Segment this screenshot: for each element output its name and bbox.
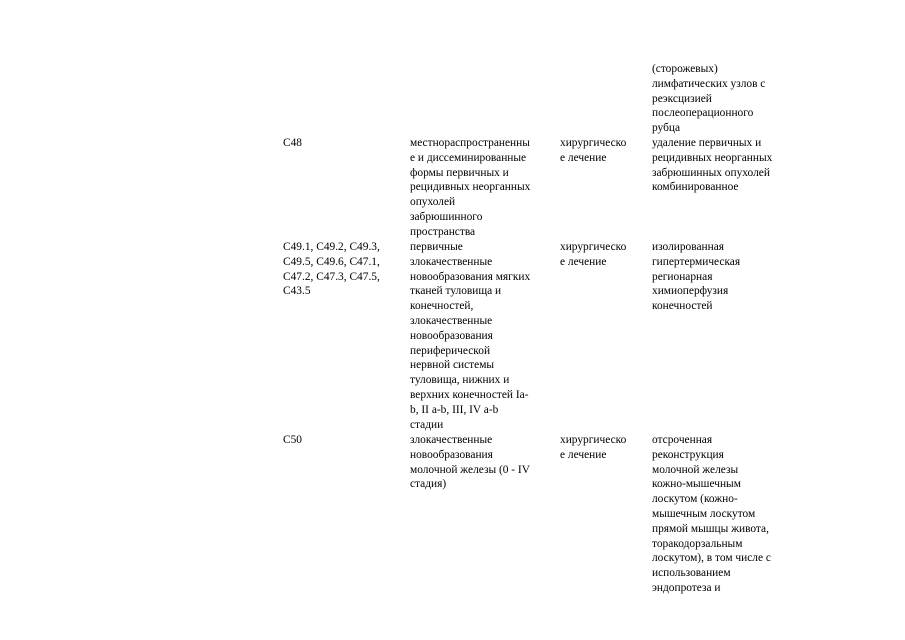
- icd-codes: C48: [283, 137, 302, 149]
- patient-model: первичные злокачественные новообразования мягких тканей туловища и конечностей, злокачественные новообразования периферической нервной системы туловища, нижних и верхних конечностей Ia- b, II a-b, III, IV a-b стадии: [410, 241, 531, 431]
- treatment-type: хирургическо е лечение: [560, 241, 627, 268]
- icd-codes: C50: [283, 434, 302, 446]
- treatment-method: отсроченная реконструкция молочной железы кожно-мышечным лоскутом (кожно- мышечным лоскутом прямой мышцы живота, торакодорзальным лоскутом), в том числе с использованием эндопротеза и: [652, 434, 771, 594]
- treatment-method: изолированная гипертермическая регионарная химиоперфузия конечностей: [652, 241, 741, 313]
- treatment-type: хирургическо е лечение: [560, 434, 627, 461]
- icd-codes: C49.1, C49.2, C49.3, C49.5, C49.6, C47.1, C47.2, C47.3, C47.5, C43.5: [283, 241, 380, 298]
- patient-model: местнораспространенны е и диссеминированные формы первичных и рецидивных неорганных опухолей забрюшинного пространства: [410, 137, 531, 238]
- treatment-type: хирургическо е лечение: [560, 137, 627, 164]
- treatment-method-continued: (сторожевых) лимфатических узлов с реэксцизией послеоперационного рубца: [652, 63, 766, 135]
- treatment-method: удаление первичных и рецидивных неорганных забрюшинных опухолей комбинированное: [652, 137, 773, 194]
- patient-model: злокачественные новообразования молочной железы (0 - IV стадия): [410, 434, 530, 491]
